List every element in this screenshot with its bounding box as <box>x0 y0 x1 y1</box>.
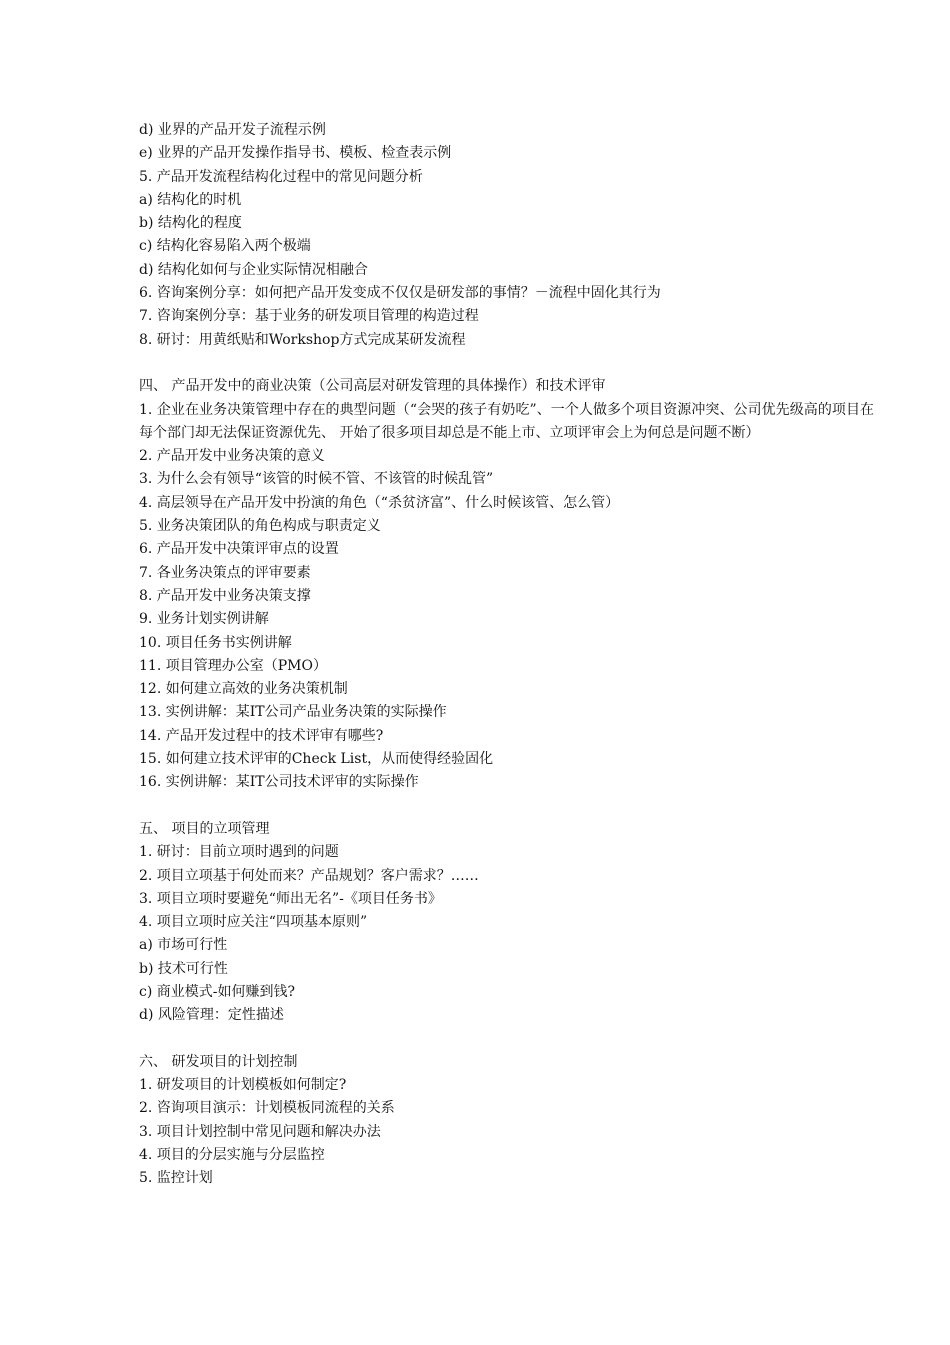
blank-line <box>139 352 874 375</box>
list-item: 7. 咨询案例分享：基于业务的研发项目管理的构造过程 <box>139 308 479 325</box>
section-heading: 四、 产品开发中的商业决策（公司高层对研发管理的具体操作）和技术评审 <box>139 378 606 395</box>
list-item: 14. 产品开发过程中的技术评审有哪些? <box>139 727 384 744</box>
section-heading: 五、 项目的立项管理 <box>139 820 270 837</box>
list-item: 1. 研发项目的计划模板如何制定? <box>139 1077 347 1094</box>
list-item: 5. 业务决策团队的角色构成与职责定义 <box>139 518 381 535</box>
list-item: 3. 为什么会有领导“该管的时候不管、不该管的时候乱管” <box>139 471 494 488</box>
list-item: e) 业界的产品开发操作指导书、模板、检查表示例 <box>139 145 452 162</box>
list-item: 6. 产品开发中决策评审点的设置 <box>139 541 339 558</box>
list-item: 4. 高层领导在产品开发中扮演的角色（“杀贫济富”、什么时候该管、怎么管） <box>139 494 620 511</box>
list-item: 4. 项目立项时应关注“四项基本原则” <box>139 914 368 931</box>
list-item: a) 市场可行性 <box>139 937 228 954</box>
list-item: 2. 咨询项目演示：计划模板同流程的关系 <box>139 1100 395 1117</box>
list-item: 10. 项目任务书实例讲解 <box>139 634 292 651</box>
list-item: 11. 项目管理办公室（PMO） <box>139 657 327 674</box>
list-item: 1. 研讨：目前立项时遇到的问题 <box>139 844 339 861</box>
list-item: 16. 实例讲解：某IT公司技术评审的实际操作 <box>139 774 419 791</box>
list-item: b) 结构化的程度 <box>139 215 242 232</box>
list-item: 5. 监控计划 <box>139 1170 213 1187</box>
list-item: 2. 产品开发中业务决策的意义 <box>139 448 325 465</box>
blank-line <box>139 1028 874 1051</box>
list-item: 3. 项目立项时要避免“师出无名”-《项目任务书》 <box>139 890 442 907</box>
list-item: a) 结构化的时机 <box>139 191 242 208</box>
list-item: 1. 企业在业务决策管理中存在的典型问题（“会哭的孩子有奶吃”、一个人做多个项目资源冲突、公司优先级高的项目在每个部门却无法保证资源优先、 开始了很多项目却总是不能上市、立项评审会上为何总是问题不断） <box>139 401 874 441</box>
list-item: 4. 项目的分层实施与分层监控 <box>139 1147 325 1164</box>
list-item: 9. 业务计划实例讲解 <box>139 611 269 628</box>
blank-line <box>139 795 874 818</box>
list-item: b) 技术可行性 <box>139 960 228 977</box>
list-item: d) 业界的产品开发子流程示例 <box>139 122 326 138</box>
list-item: 8. 产品开发中业务决策支撑 <box>139 587 311 604</box>
list-item: d) 结构化如何与企业实际情况相融合 <box>139 261 368 278</box>
list-item: 8. 研讨：用黄纸贴和Workshop方式完成某研发流程 <box>139 331 466 348</box>
list-item: 7. 各业务决策点的评审要素 <box>139 564 311 581</box>
list-item: c) 商业模式-如何赚到钱? <box>139 983 295 1000</box>
list-item: 3. 项目计划控制中常见问题和解决办法 <box>139 1123 381 1140</box>
list-item: c) 结构化容易陷入两个极端 <box>139 238 311 255</box>
list-item: 2. 项目立项基于何处而来？产品规划？客户需求？…… <box>139 867 479 884</box>
document-body <box>139 119 874 1191</box>
section-heading: 六、 研发项目的计划控制 <box>139 1053 298 1070</box>
list-item: 13. 实例讲解：某IT公司产品业务决策的实际操作 <box>139 704 447 721</box>
list-item: 15. 如何建立技术评审的Check List，从而使得经验固化 <box>139 751 494 768</box>
list-item: 5. 产品开发流程结构化过程中的常见问题分析 <box>139 168 423 185</box>
list-item: 12. 如何建立高效的业务决策机制 <box>139 681 348 698</box>
list-item: 6. 咨询案例分享：如何把产品开发变成不仅仅是研发部的事情？－流程中固化其行为 <box>139 285 661 302</box>
list-item: d) 风险管理：定性描述 <box>139 1007 284 1024</box>
